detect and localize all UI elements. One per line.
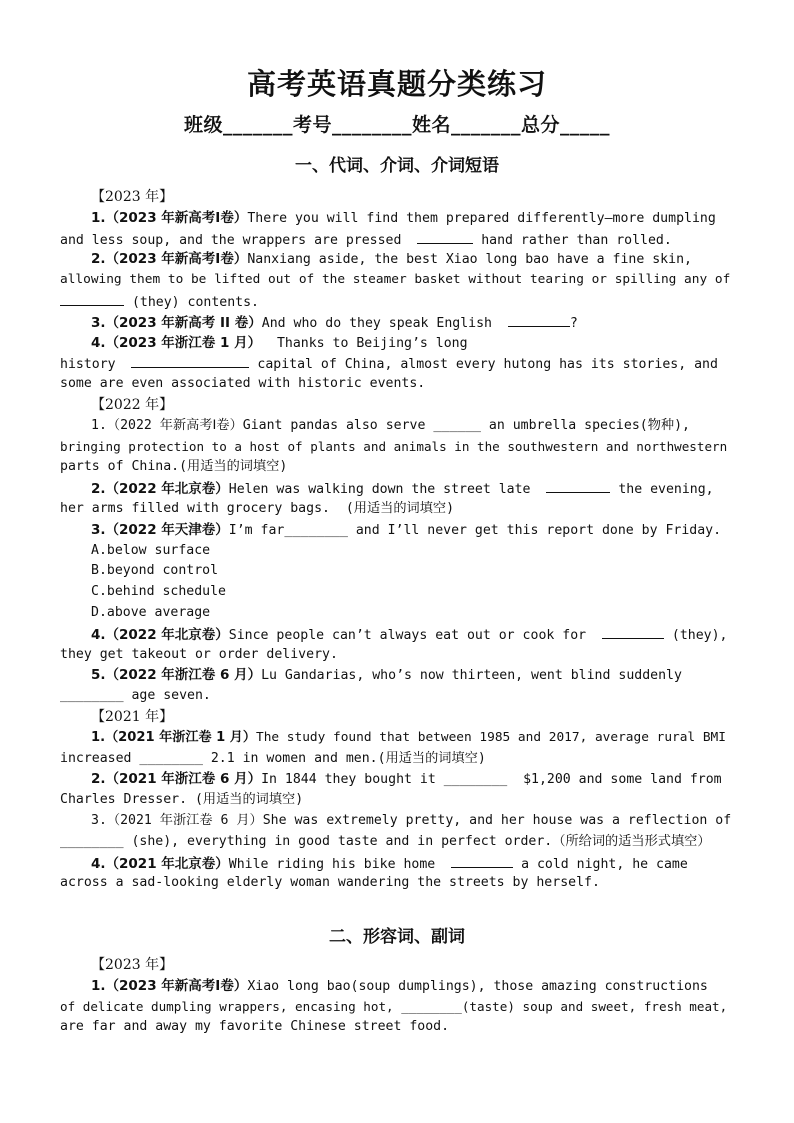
question-line: 4.（2022 年北京卷）Since people can’t always eat out or cook for (they), bbox=[60, 624, 734, 645]
question-line: parts of China.(用适当的词填空) bbox=[60, 459, 288, 475]
student-info-line: 班级_______考号________姓名_______总分_____ bbox=[183, 114, 610, 136]
section-1-body bbox=[60, 187, 734, 894]
answer-blank[interactable] bbox=[508, 312, 570, 327]
question-line: bringing protection to a host of plants and animals in the southwestern and northwestern bbox=[60, 438, 728, 454]
question-line: they get takeout or order delivery. bbox=[60, 646, 338, 662]
page-title: 高考英语真题分类练习 bbox=[246, 67, 547, 101]
question-line: of delicate dumpling wrappers, encasing hot, ________(taste) soup and sweet, fresh meat, bbox=[60, 998, 728, 1014]
section-heading-adjectives-adverbs: 二、形容词、副词 bbox=[329, 927, 465, 947]
question-line: her arms filled with grocery bags. (用适当的词填空) bbox=[60, 500, 455, 516]
section-2-body bbox=[60, 955, 734, 1038]
answer-blank[interactable] bbox=[131, 353, 249, 368]
question-line: ________ (she), everything in good taste and in perfect order.（所给词的适当形式填空） bbox=[60, 833, 711, 849]
option-c: C.behind schedule bbox=[91, 584, 226, 600]
year-label: 【2022 年】 bbox=[91, 396, 174, 413]
question-line: Charles Dresser. (用适当的词填空) bbox=[60, 792, 304, 808]
question-line: some are even associated with historic events. bbox=[60, 376, 426, 392]
question-line: 4.（2023 年浙江卷 1 月） Thanks to Beijing’s long bbox=[91, 334, 468, 351]
question-line: 4.（2021 年北京卷）While riding his bike home a cold night, he came bbox=[60, 853, 734, 874]
question-line: ________ age seven. bbox=[60, 688, 211, 704]
question-line: allowing them to be lifted out of the steamer basket without tearing or spilling any of bbox=[60, 272, 731, 288]
answer-blank[interactable] bbox=[451, 853, 513, 868]
question-line: increased ________ 2.1 in women and men.(用适当的词填空) bbox=[60, 750, 486, 766]
option-d: D.above average bbox=[91, 604, 211, 620]
question-line: history capital of China, almost every hutong has its stories, and bbox=[60, 353, 734, 374]
question-line: (they) contents. bbox=[60, 291, 734, 312]
year-label: 【2021 年】 bbox=[91, 708, 174, 725]
question-line: across a sad-looking elderly woman wandering the streets by herself. bbox=[60, 875, 600, 891]
question-line: 2.（2023 年新高考Ⅰ卷）Nanxiang aside, the best Xiao long bao have a fine skin, bbox=[91, 251, 692, 268]
year-label: 【2023 年】 bbox=[91, 957, 174, 973]
answer-blank[interactable] bbox=[546, 478, 610, 493]
question-line: 3.（2022 年天津卷）I’m far________ and I’ll never get this report done by Friday. bbox=[91, 521, 722, 538]
question-line: 1.（2023 年新高考Ⅰ卷）Xiao long bao(soup dumplings), those amazing constructions bbox=[91, 977, 708, 994]
question-line: 1.（2023 年新高考Ⅰ卷）There you will find them prepared differently—more dumpling bbox=[91, 209, 716, 226]
option-b: B.beyond control bbox=[91, 563, 219, 579]
question-line: 5.（2022 年浙江卷 6 月）Lu Gandarias, who’s now thirteen, went blind suddenly bbox=[91, 667, 682, 684]
question-line: and less soup, and the wrappers are pressed hand rather than rolled. bbox=[60, 229, 734, 250]
question-line: 1.（2022 年新高考Ⅰ卷）Giant pandas also serve ______ an umbrella species(物种), bbox=[91, 417, 690, 433]
question-line: are far and away my favorite Chinese street food. bbox=[60, 1019, 450, 1035]
answer-blank[interactable] bbox=[602, 624, 664, 639]
question-line: 3.（2023 年新高考 II 卷）And who do they speak English ? bbox=[60, 312, 734, 333]
answer-blank[interactable] bbox=[60, 291, 124, 306]
question-line: 2.（2021 年浙江卷 6 月）In 1844 they bought it ________ $1,200 and some land from bbox=[91, 771, 722, 788]
answer-blank[interactable] bbox=[417, 229, 473, 244]
question-line: 3.（2021 年浙江卷 6 月）She was extremely pretty, and her house was a reflection of bbox=[91, 812, 732, 828]
question-line: 2.（2022 年北京卷）Helen was walking down the street late the evening, bbox=[60, 478, 734, 499]
section-heading-pronouns-prepositions: 一、代词、介词、介词短语 bbox=[295, 156, 499, 176]
year-label: 【2023 年】 bbox=[91, 189, 174, 205]
option-a: A.below surface bbox=[91, 542, 211, 558]
question-line: 1.（2021 年浙江卷 1 月）The study found that between 1985 and 2017, average rural BMI bbox=[91, 729, 726, 745]
